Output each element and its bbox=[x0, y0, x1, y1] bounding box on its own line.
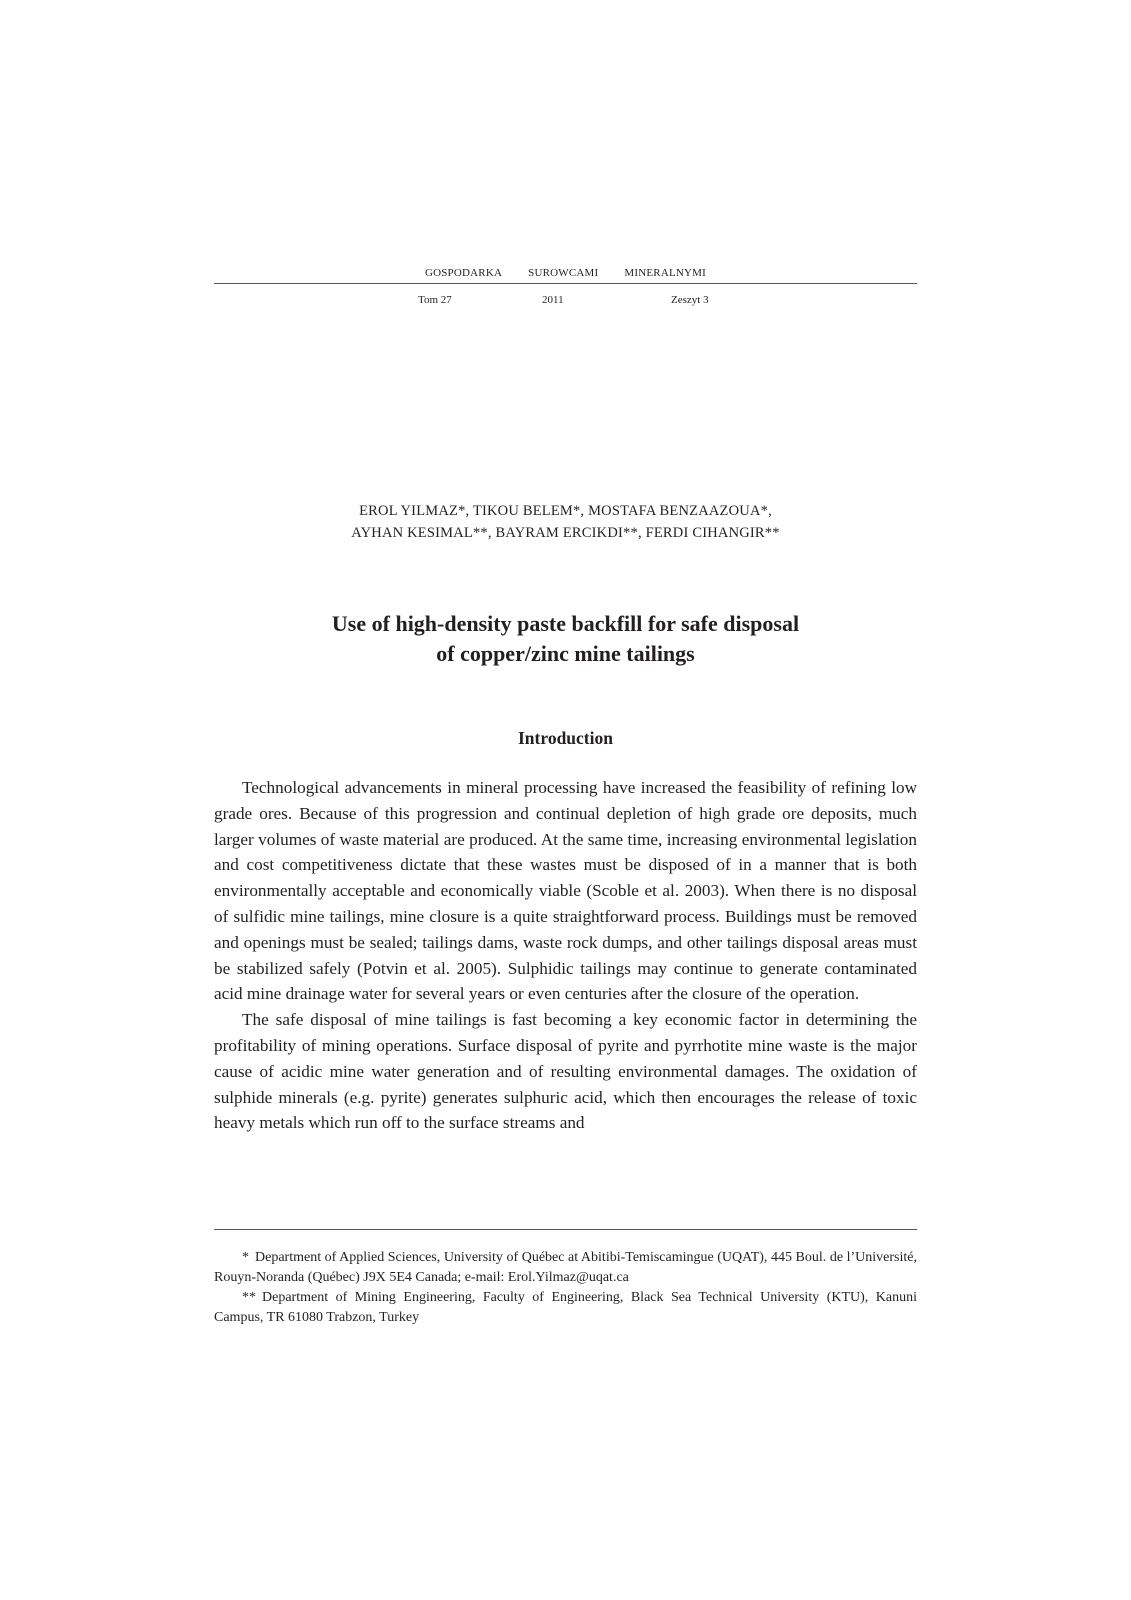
issue-label: Zeszyt 3 bbox=[671, 294, 709, 306]
journal-header bbox=[214, 265, 917, 310]
title-line: Use of high-density paste backfill for safe disposal bbox=[331, 611, 800, 636]
volume-label: Tom 27 bbox=[418, 294, 452, 306]
footnotes bbox=[214, 1248, 917, 1328]
footnote-text: Department of Mining Engineering, Faculty of Engineering, Black Sea Technical University (KTU), Kanuni Campus, TR 61080 Trabzon, Turkey bbox=[214, 1290, 917, 1325]
author-line: EROL YILMAZ*, TIKOU BELEM*, MOSTAFA BENZAAZOUA*, bbox=[359, 503, 772, 519]
footnote bbox=[214, 1248, 917, 1288]
title-line: of copper/zinc mine tailings bbox=[436, 641, 695, 666]
footnote-divider bbox=[214, 1229, 917, 1230]
header-divider bbox=[214, 283, 917, 284]
body-paragraph: Technological advancements in mineral processing have increased the feasibility of refining low grade ores. Because of this progression and continual depletion of high grade ore deposits, much larger volumes of waste material are produced. At the same time, increasing environmental legislation and cost competitiveness dictate that these wastes must be disposed of in a manner that is both environmentally acceptable and economically viable (Scoble et al. 2003). When there is no disposal of sulfidic mine tailings, mine closure is a quite straightforward process. Buildings must be removed and openings must be sealed; tailings dams, waste rock dumps, and other tailings disposal areas must be stabilized safely (Potvin et al. 2005). Sulphidic tailings may continue to generate contaminated acid mine drainage water for several years or even centuries after the closure of the operation. bbox=[214, 778, 917, 1004]
footnote-text: Department of Applied Sciences, University of Québec at Abitibi-Temiscamingue (UQAT), 445 Boul. de l’Université, Rouyn-Noranda (Québec) J9X 5E4 Canada; e-mail: Erol.Yilmaz@uqat.ca bbox=[214, 1250, 917, 1285]
journal-name-word: SUROWCAMI bbox=[528, 267, 599, 279]
journal-name-word: MINERALNYMI bbox=[624, 267, 707, 279]
footnote bbox=[214, 1288, 917, 1328]
journal-name-word: GOSPODARKA bbox=[424, 267, 503, 279]
author-line: AYHAN KESIMAL**, BAYRAM ERCIKDI**, FERDI CIHANGIR** bbox=[351, 525, 780, 541]
section-heading: Introduction bbox=[518, 728, 613, 748]
body-text bbox=[214, 775, 917, 1136]
article-title bbox=[214, 609, 917, 669]
year-label: 2011 bbox=[542, 294, 564, 306]
journal-name bbox=[214, 265, 917, 281]
body-paragraph: The safe disposal of mine tailings is fast becoming a key economic factor in determining the profitability of mining operations. Surface disposal of pyrite and pyrrhotite mine waste is the major cause of acidic mine water generation and of resulting environmental damages. The oxidation of sulphide minerals (e.g. pyrite) generates sulphuric acid, which then encourages the release of toxic heavy metals which run off to the surface streams and bbox=[214, 1010, 917, 1133]
issue-info bbox=[214, 294, 917, 310]
footnote-mark: ** bbox=[242, 1290, 256, 1305]
footnote-mark: * bbox=[242, 1250, 249, 1265]
author-list bbox=[214, 500, 917, 544]
